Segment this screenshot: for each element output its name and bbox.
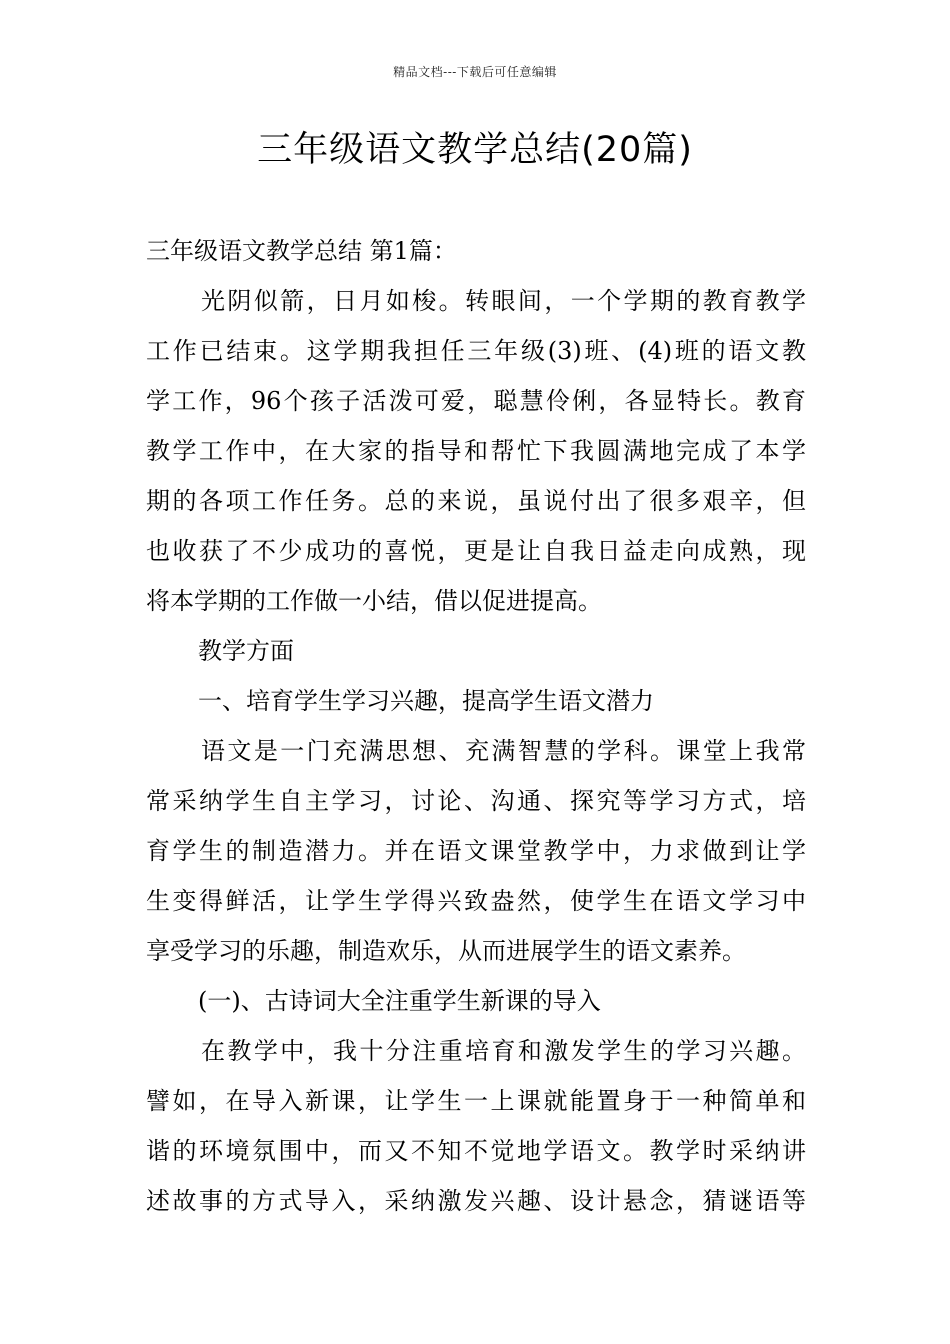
paragraph-line: 期的各项工作任务。总的来说，虽说付出了很多艰辛，但 (146, 487, 806, 515)
document-body (146, 226, 806, 1226)
subheading: 一、培育学生学习兴趣，提高学生语文潜力 (198, 687, 654, 715)
paragraph-line: 常采纳学生自主学习，讨论、沟通、探究等学习方式，培 (146, 787, 806, 815)
paragraph-line: 也收获了不少成功的喜悦，更是让自我日益走向成熟，现 (146, 537, 806, 565)
paragraph-line: 在教学中，我十分注重培育和激发学生的学习兴趣。 (201, 1037, 806, 1065)
paragraph-line: 育学生的制造潜力。并在语文课堂教学中，力求做到让学 (146, 837, 806, 865)
document-title: 三年级语文教学总结(20篇) (257, 130, 693, 170)
paragraph-line: 生变得鲜活，让学生学得兴致盎然，使学生在语文学习中 (146, 887, 806, 915)
paragraph-line: 将本学期的工作做一小结，借以促进提高。 (146, 587, 602, 615)
section-heading: 三年级语文教学总结 第1篇： (146, 237, 457, 265)
paragraph-line: 述故事的方式导入，采纳激发兴趣、设计悬念，猜谜语等 (146, 1187, 806, 1215)
paragraph-line: 享受学习的乐趣，制造欢乐，从而进展学生的语文素养。 (146, 937, 746, 965)
paragraph-line: 谐的环境氛围中，而又不知不觉地学语文。教学时采纳讲 (146, 1137, 806, 1165)
subheading: (一)、古诗词大全注重学生新课的导入 (198, 987, 601, 1015)
header-note: 精品文档---下载后可任意编辑 (393, 65, 557, 79)
paragraph-line: 教学工作中，在大家的指导和帮忙下我圆满地完成了本学 (146, 437, 806, 465)
subheading: 教学方面 (198, 637, 294, 665)
paragraph-line: 语文是一门充满思想、充满智慧的学科。课堂上我常 (201, 737, 806, 765)
paragraph-line: 光阴似箭，日月如梭。转眼间，一个学期的教育教学 (201, 287, 806, 315)
paragraph-line: 学工作，96个孩子活泼可爱，聪慧伶俐，各显特长。教育 (146, 387, 806, 415)
paragraph-line: 工作已结束。这学期我担任三年级(3)班、(4)班的语文教 (146, 337, 806, 365)
paragraph-line: 譬如，在导入新课，让学生一上课就能置身于一种简单和 (146, 1087, 806, 1115)
